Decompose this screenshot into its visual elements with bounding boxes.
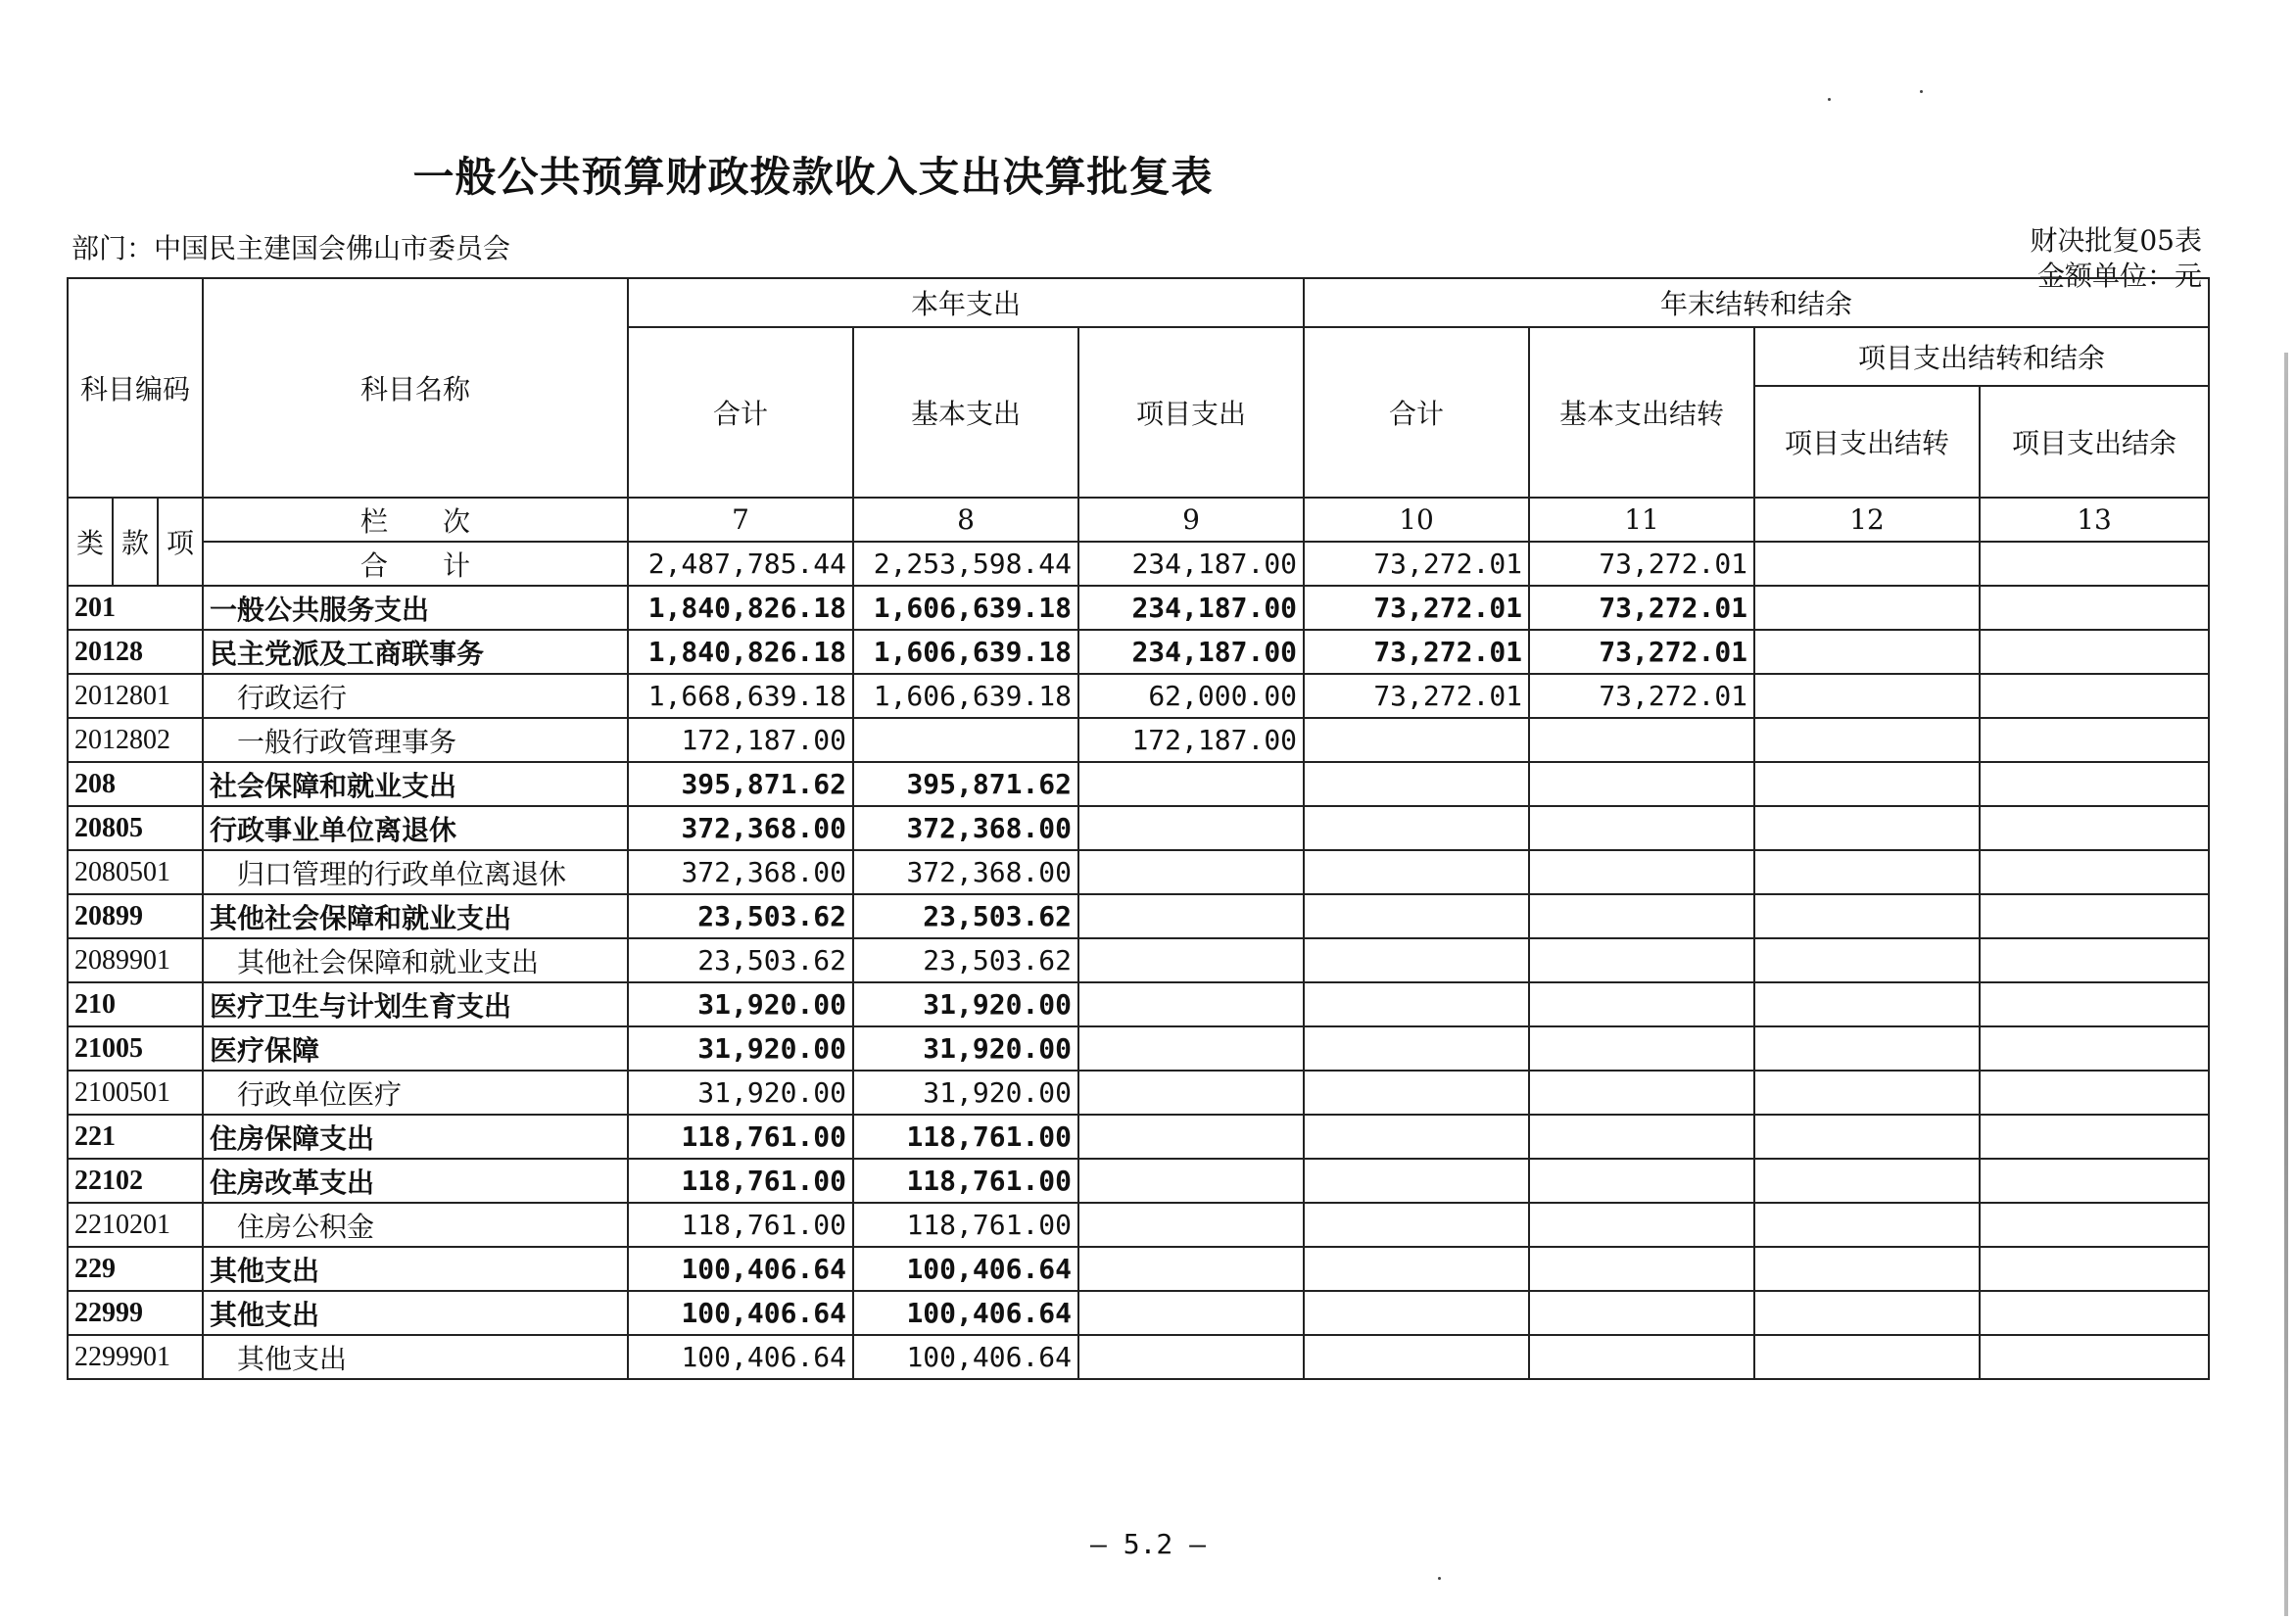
unit-value: 元 [2174,260,2202,292]
amount-cell [1078,1203,1304,1247]
header-basic-carry: 基本支出结转 [1529,327,1754,498]
amount-cell: 100,406.64 [628,1291,853,1335]
budget-table [67,277,2210,1380]
amount-cell: 23,503.62 [628,938,853,982]
amount-cell: 23,503.62 [628,894,853,938]
amount-cell: 100,406.64 [628,1247,853,1291]
table-row [68,806,2209,850]
subject-name: 行政事业单位离退休 [203,806,628,850]
amount-cell [1529,1247,1754,1291]
amount-cell [1980,1335,2209,1379]
header-year-end: 年末结转和结余 [1304,278,2209,327]
table-row [68,1026,2209,1071]
amount-cell [1980,630,2209,674]
subject-name: 住房改革支出 [203,1159,628,1203]
subject-name: 社会保障和就业支出 [203,762,628,806]
amount-cell: 100,406.64 [853,1335,1078,1379]
subject-name: 医疗卫生与计划生育支出 [203,982,628,1026]
amount-cell: 118,761.00 [853,1115,1078,1159]
scan-speck [1438,1577,1441,1580]
amount-cell [1078,1335,1304,1379]
amount-cell [1529,1335,1754,1379]
amount-cell [1754,1159,1980,1203]
table-row [68,674,2209,718]
amount-cell [1529,894,1754,938]
amount-cell [1529,1159,1754,1203]
amount-cell [1754,762,1980,806]
amount-cell: 73,272.01 [1529,630,1754,674]
amount-cell [1304,850,1529,894]
amount-cell [1529,850,1754,894]
amount-cell: 73,272.01 [1304,586,1529,630]
amount-cell [1078,762,1304,806]
total-cell: 73,272.01 [1304,542,1529,586]
amount-cell [853,718,1078,762]
amount-cell [1304,1247,1529,1291]
table-row [68,1291,2209,1335]
amount-cell [1304,1115,1529,1159]
table-row [68,718,2209,762]
amount-cell [1304,806,1529,850]
amount-cell [1529,982,1754,1026]
header-code: 科目编码 [68,278,203,498]
header-this-year: 本年支出 [628,278,1304,327]
amount-cell [1980,1203,2209,1247]
subject-code: 20899 [68,894,203,938]
table-row [68,850,2209,894]
amount-cell [1754,1115,1980,1159]
page-title: 一般公共预算财政拨款收入支出决算批复表 [412,153,1214,201]
subject-code: 201 [68,586,203,630]
col-num-13: 13 [1980,498,2209,542]
amount-cell: 395,871.62 [853,762,1078,806]
amount-cell: 100,406.64 [853,1247,1078,1291]
header-kuan: 款 [113,498,158,586]
amount-cell [1078,850,1304,894]
amount-cell [1754,1071,1980,1115]
col-num-12: 12 [1754,498,1980,542]
subject-name: 其他社会保障和就业支出 [203,938,628,982]
amount-cell: 1,606,639.18 [853,674,1078,718]
amount-cell [1529,1203,1754,1247]
page-number: — 5.2 — [1089,1528,1206,1560]
amount-cell [1980,850,2209,894]
amount-cell [1980,982,2209,1026]
amount-cell [1754,982,1980,1026]
amount-cell: 31,920.00 [853,1026,1078,1071]
amount-cell: 118,761.00 [853,1203,1078,1247]
amount-cell [1078,1115,1304,1159]
amount-cell [1980,1071,2209,1115]
amount-cell: 234,187.00 [1078,630,1304,674]
amount-cell [1980,586,2209,630]
header-project: 项目支出 [1078,327,1304,498]
amount-cell [1754,938,1980,982]
amount-cell: 372,368.00 [628,850,853,894]
amount-cell [1980,938,2209,982]
subject-code: 208 [68,762,203,806]
amount-cell: 234,187.00 [1078,586,1304,630]
subject-name: 其他社会保障和就业支出 [203,894,628,938]
subject-code: 22102 [68,1159,203,1203]
header-lei: 类 [68,498,113,586]
amount-cell: 31,920.00 [628,1071,853,1115]
amount-cell [1304,1291,1529,1335]
amount-cell: 23,503.62 [853,894,1078,938]
department-label: 部门： [72,232,155,264]
table-row [68,586,2209,630]
subject-name: 一般公共服务支出 [203,586,628,630]
subject-code: 229 [68,1247,203,1291]
amount-cell [1304,938,1529,982]
subject-name: 医疗保障 [203,1026,628,1071]
amount-cell [1304,1159,1529,1203]
total-cell: 2,253,598.44 [853,542,1078,586]
subject-code: 2299901 [68,1335,203,1379]
amount-cell: 172,187.00 [1078,718,1304,762]
subject-code: 210 [68,982,203,1026]
amount-cell: 372,368.00 [628,806,853,850]
amount-cell: 172,187.00 [628,718,853,762]
subject-code: 22999 [68,1291,203,1335]
department-line [72,227,510,266]
table-row [68,1071,2209,1115]
amount-cell [1754,850,1980,894]
amount-cell: 118,761.00 [628,1203,853,1247]
amount-cell [1529,806,1754,850]
amount-cell [1529,1071,1754,1115]
amount-cell [1754,718,1980,762]
amount-cell: 73,272.01 [1304,630,1529,674]
amount-cell: 73,272.01 [1304,674,1529,718]
header-project-surplus: 项目支出结余 [1980,386,2209,498]
amount-cell [1754,630,1980,674]
table-row [68,1247,2209,1291]
scan-edge-mark [2284,353,2288,1616]
amount-cell: 73,272.01 [1529,586,1754,630]
subject-name: 一般行政管理事务 [203,718,628,762]
subject-code: 2012802 [68,718,203,762]
col-num-11: 11 [1529,498,1754,542]
amount-cell: 100,406.64 [628,1335,853,1379]
subject-name: 其他支出 [203,1247,628,1291]
header-project-carry-group: 项目支出结转和结余 [1754,327,2209,386]
amount-cell: 73,272.01 [1529,674,1754,718]
column-order-label: 栏 次 [203,498,628,542]
amount-cell [1304,1071,1529,1115]
subject-code: 2100501 [68,1071,203,1115]
subject-code: 2080501 [68,850,203,894]
amount-cell [1754,1247,1980,1291]
subject-name: 归口管理的行政单位离退休 [203,850,628,894]
amount-cell [1078,894,1304,938]
amount-cell: 100,406.64 [853,1291,1078,1335]
form-number: 财决批复05表 [2030,224,2202,257]
amount-cell [1304,982,1529,1026]
subject-code: 20805 [68,806,203,850]
amount-cell [1078,1026,1304,1071]
amount-cell: 118,761.00 [628,1115,853,1159]
col-num-8: 8 [853,498,1078,542]
total-cell [1980,542,2209,586]
amount-cell [1304,1203,1529,1247]
subject-name: 住房保障支出 [203,1115,628,1159]
table-row [68,1115,2209,1159]
amount-cell [1078,806,1304,850]
total-cell [1754,542,1980,586]
table-row [68,1159,2209,1203]
amount-cell [1754,1335,1980,1379]
scan-speck [1828,98,1831,101]
amount-cell [1529,718,1754,762]
subject-code: 21005 [68,1026,203,1071]
amount-cell: 1,606,639.18 [853,586,1078,630]
amount-cell [1754,806,1980,850]
amount-cell [1078,1247,1304,1291]
header-basic: 基本支出 [853,327,1078,498]
amount-cell [1980,674,2209,718]
amount-cell [1980,1026,2209,1071]
header-total: 合计 [628,327,853,498]
amount-cell: 1,668,639.18 [628,674,853,718]
subject-name: 民主党派及工商联事务 [203,630,628,674]
table-row [68,762,2209,806]
header-year-end-total: 合计 [1304,327,1529,498]
amount-cell: 23,503.62 [853,938,1078,982]
amount-cell [1529,1115,1754,1159]
table-row [68,894,2209,938]
amount-cell [1078,938,1304,982]
amount-cell: 31,920.00 [628,1026,853,1071]
amount-cell [1980,718,2209,762]
table-row [68,1335,2209,1379]
table-row [68,1203,2209,1247]
amount-cell [1980,1247,2209,1291]
amount-cell [1980,1159,2209,1203]
sum-label: 合 计 [203,542,628,586]
subject-name: 行政单位医疗 [203,1071,628,1115]
amount-cell: 31,920.00 [853,1071,1078,1115]
col-num-9: 9 [1078,498,1304,542]
amount-cell [1754,1026,1980,1071]
amount-cell [1078,1291,1304,1335]
amount-cell: 1,606,639.18 [853,630,1078,674]
amount-cell: 31,920.00 [853,982,1078,1026]
table-row [68,938,2209,982]
total-cell: 73,272.01 [1529,542,1754,586]
amount-cell [1304,1026,1529,1071]
amount-cell [1304,762,1529,806]
amount-cell [1529,1291,1754,1335]
unit-label: 金额单位： [2036,260,2175,292]
amount-cell: 62,000.00 [1078,674,1304,718]
amount-cell: 1,840,826.18 [628,630,853,674]
subject-code: 2012801 [68,674,203,718]
subject-code: 2089901 [68,938,203,982]
amount-cell: 372,368.00 [853,806,1078,850]
amount-cell: 372,368.00 [853,850,1078,894]
total-cell: 2,487,785.44 [628,542,853,586]
subject-name: 其他支出 [203,1291,628,1335]
amount-cell [1980,1115,2209,1159]
table-row [68,982,2209,1026]
subject-code: 221 [68,1115,203,1159]
amount-cell [1078,1159,1304,1203]
amount-cell: 118,761.00 [628,1159,853,1203]
col-num-10: 10 [1304,498,1529,542]
amount-cell [1754,1291,1980,1335]
amount-cell: 118,761.00 [853,1159,1078,1203]
amount-cell [1529,938,1754,982]
amount-cell [1304,894,1529,938]
amount-cell [1078,982,1304,1026]
subject-name: 行政运行 [203,674,628,718]
amount-cell [1980,762,2209,806]
amount-cell [1754,1203,1980,1247]
amount-cell [1754,894,1980,938]
amount-cell: 31,920.00 [628,982,853,1026]
col-num-7: 7 [628,498,853,542]
amount-cell [1304,718,1529,762]
amount-cell [1078,1071,1304,1115]
amount-cell [1980,894,2209,938]
header-name: 科目名称 [203,278,628,498]
scan-speck [1920,90,1923,93]
amount-cell [1754,586,1980,630]
amount-cell [1980,806,2209,850]
department-value: 中国民主建国会佛山市委员会 [154,232,511,264]
amount-cell [1980,1291,2209,1335]
table-row [68,630,2209,674]
subject-code: 2210201 [68,1203,203,1247]
amount-cell: 1,840,826.18 [628,586,853,630]
amount-cell: 395,871.62 [628,762,853,806]
subject-name: 住房公积金 [203,1203,628,1247]
amount-cell [1529,762,1754,806]
total-cell: 234,187.00 [1078,542,1304,586]
header-xiang: 项 [158,498,203,586]
amount-cell [1304,1335,1529,1379]
subject-name: 其他支出 [203,1335,628,1379]
amount-cell [1754,674,1980,718]
subject-code: 20128 [68,630,203,674]
header-project-carry: 项目支出结转 [1754,386,1980,498]
amount-cell [1529,1026,1754,1071]
